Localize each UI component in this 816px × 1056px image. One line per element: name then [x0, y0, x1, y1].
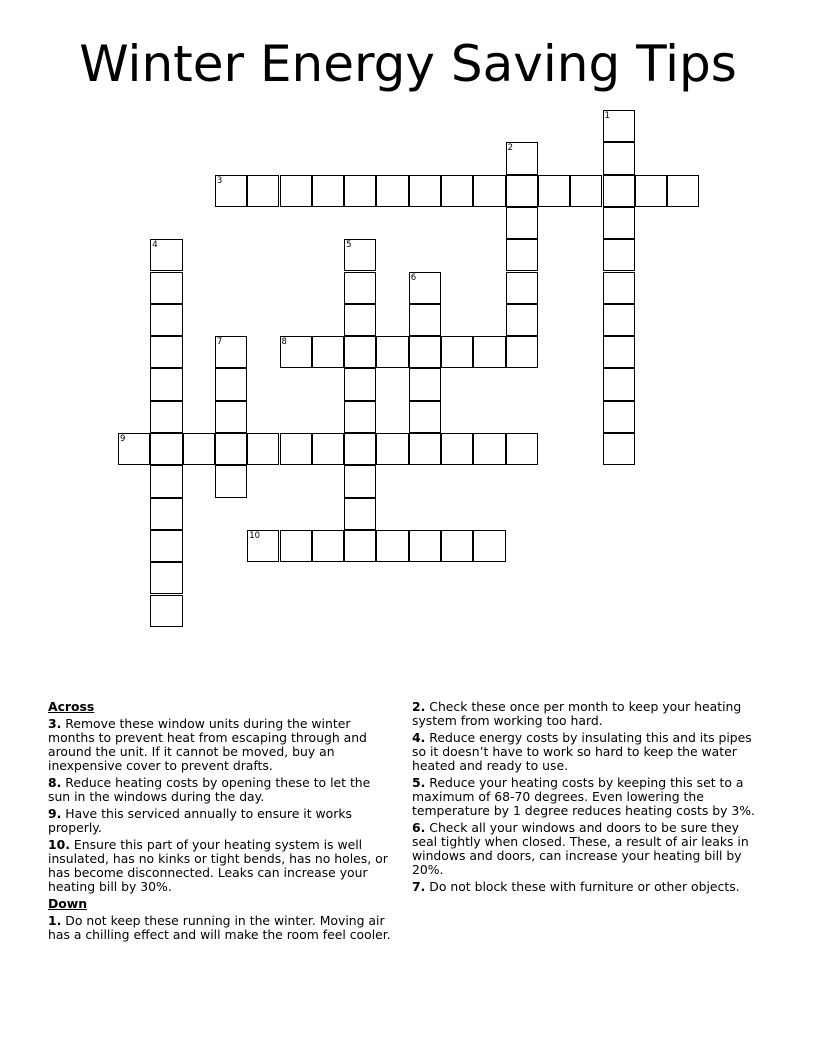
- grid-cell[interactable]: [150, 562, 182, 594]
- grid-cell[interactable]: [150, 433, 182, 465]
- grid-cell[interactable]: [603, 433, 635, 465]
- clue-text: Remove these window units during the winter months to prevent heat from escaping through and around the unit. If it cannot be moved, buy an inexpensive cover to prevent drafts.: [48, 716, 367, 773]
- clue-number-label: 2: [507, 143, 514, 154]
- clue-number-label: 4: [152, 240, 158, 251]
- grid-cell[interactable]: [441, 336, 473, 368]
- clue-number-label: 3: [216, 175, 223, 186]
- clue-column-left: [48, 700, 396, 945]
- across-heading: Across: [48, 699, 95, 714]
- clue-number-label: 6: [410, 272, 417, 283]
- clue-text: Ensure this part of your heating system is well insulated, has no kinks or tight bends, has no holes, or has become disconnected. Leaks can increase your heating bill by 30%.: [48, 837, 388, 894]
- page-title: Winter Energy Saving Tips: [79, 35, 737, 93]
- grid-cell[interactable]: [150, 465, 182, 497]
- grid-cell[interactable]: [603, 368, 635, 400]
- clue-column-right: [412, 700, 760, 897]
- grid-cell[interactable]: [280, 336, 312, 368]
- grid-cell[interactable]: [280, 530, 312, 562]
- clue-text: Have this serviced annually to ensure it works properly.: [48, 806, 352, 835]
- grid-cell[interactable]: [473, 175, 505, 207]
- grid-cell[interactable]: [280, 175, 312, 207]
- grid-cell[interactable]: [312, 336, 344, 368]
- grid-cell[interactable]: [506, 207, 538, 239]
- clue-number-label: 7: [216, 337, 223, 348]
- down-heading: Down: [48, 896, 88, 911]
- grid-cell[interactable]: [570, 175, 602, 207]
- clue-number: 2.: [412, 699, 426, 714]
- clue-text: Do not keep these running in the winter. Moving air has a chilling effect and will make the room feel cooler.: [48, 913, 391, 942]
- grid-cell[interactable]: [409, 272, 441, 304]
- clue-number: 1.: [48, 913, 62, 928]
- grid-cell[interactable]: [635, 175, 667, 207]
- grid-cell[interactable]: [506, 336, 538, 368]
- grid-cell[interactable]: [506, 239, 538, 271]
- grid-cell[interactable]: [603, 110, 635, 142]
- clue-text: Check all your windows and doors to be sure they seal tightly when closed. These, a result of air leaks in windows and doors, can increase your heating bill by 20%.: [412, 820, 749, 877]
- clue-text: Reduce energy costs by insulating this and its pipes so it doesn’t have to work so hard to keep the water heated and ready to use.: [412, 730, 752, 773]
- across-clue-3: [48, 717, 396, 773]
- grid-cell[interactable]: [344, 336, 376, 368]
- grid-cell[interactable]: [344, 433, 376, 465]
- clue-text: Reduce your heating costs by keeping this set to a maximum of 68-70 degrees. Even lowering the temperature by 1 degree reduces heating costs by 3%.: [412, 775, 755, 818]
- grid-cell[interactable]: [409, 336, 441, 368]
- grid-cell[interactable]: [280, 433, 312, 465]
- grid-cell[interactable]: [603, 175, 635, 207]
- grid-cell[interactable]: [376, 336, 408, 368]
- grid-cell[interactable]: [441, 433, 473, 465]
- grid-cell[interactable]: [150, 595, 182, 627]
- across-clue-9: [48, 807, 396, 835]
- clue-text: Do not block these with furniture or other objects.: [429, 879, 740, 894]
- clue-text: Check these once per month to keep your heating system from working too hard.: [412, 699, 742, 728]
- grid-cell[interactable]: [506, 142, 538, 174]
- grid-cell[interactable]: [667, 175, 699, 207]
- across-clue-8: [48, 776, 396, 804]
- grid-cell[interactable]: [409, 530, 441, 562]
- down-clue-5: [412, 776, 760, 818]
- grid-cell[interactable]: [409, 368, 441, 400]
- grid-cell[interactable]: [344, 498, 376, 530]
- grid-cell[interactable]: [150, 368, 182, 400]
- grid-cell[interactable]: [473, 433, 505, 465]
- grid-cell[interactable]: [344, 239, 376, 271]
- clue-number-label: 9: [120, 434, 126, 444]
- grid-cell[interactable]: [473, 530, 505, 562]
- grid-cell[interactable]: [603, 272, 635, 304]
- clue-number: 6.: [412, 820, 426, 835]
- grid-cell[interactable]: [603, 401, 635, 433]
- grid-cell[interactable]: [344, 368, 376, 400]
- grid-cell[interactable]: [344, 401, 376, 433]
- grid-cell[interactable]: [150, 239, 182, 271]
- grid-cell[interactable]: [247, 175, 279, 207]
- clue-number: 9.: [48, 806, 62, 821]
- grid-cell[interactable]: [150, 304, 182, 336]
- grid-cell[interactable]: [312, 530, 344, 562]
- grid-cell[interactable]: [312, 175, 344, 207]
- down-clue-4: [412, 731, 760, 773]
- grid-cell[interactable]: [118, 433, 150, 465]
- down-clue-2: [412, 700, 760, 728]
- down-clue-6: [412, 821, 760, 877]
- grid-cell[interactable]: [312, 433, 344, 465]
- grid-cell[interactable]: [344, 304, 376, 336]
- grid-cell[interactable]: [215, 368, 247, 400]
- grid-cell[interactable]: [409, 433, 441, 465]
- across-clue-10: [48, 838, 396, 894]
- grid-cell[interactable]: [150, 401, 182, 433]
- grid-cell[interactable]: [538, 175, 570, 207]
- grid-cell[interactable]: [441, 530, 473, 562]
- clue-number-label: 8: [281, 337, 287, 348]
- grid-cell[interactable]: [150, 272, 182, 304]
- clue-number-label: 1: [604, 111, 610, 121]
- clue-number-label: 10: [249, 530, 261, 541]
- grid-cell[interactable]: [506, 175, 538, 207]
- grid-cell[interactable]: [215, 433, 247, 465]
- clue-number: 10.: [48, 837, 70, 852]
- clue-number: 4.: [412, 730, 426, 745]
- grid-cell[interactable]: [215, 401, 247, 433]
- grid-cell[interactable]: [603, 142, 635, 174]
- grid-cell[interactable]: [409, 175, 441, 207]
- grid-cell[interactable]: [215, 175, 247, 207]
- grid-cell[interactable]: [506, 272, 538, 304]
- grid-cell[interactable]: [150, 530, 182, 562]
- grid-cell[interactable]: [215, 336, 247, 368]
- clue-number: 3.: [48, 716, 62, 731]
- grid-cell[interactable]: [150, 336, 182, 368]
- grid-cell[interactable]: [344, 530, 376, 562]
- grid-cell[interactable]: [344, 175, 376, 207]
- grid-cell[interactable]: [441, 175, 473, 207]
- grid-cell[interactable]: [247, 433, 279, 465]
- grid-cell[interactable]: [603, 207, 635, 239]
- grid-cell[interactable]: [506, 304, 538, 336]
- grid-cell[interactable]: [376, 175, 408, 207]
- clue-number-label: 5: [346, 240, 352, 251]
- grid-cell[interactable]: [376, 530, 408, 562]
- clue-text: Reduce heating costs by opening these to let the sun in the windows during the day.: [48, 775, 371, 804]
- down-clue-7: [412, 880, 760, 894]
- grid-cell[interactable]: [376, 433, 408, 465]
- grid-cell[interactable]: [150, 498, 182, 530]
- down-clue-1: [48, 914, 396, 942]
- grid-cell[interactable]: [344, 272, 376, 304]
- grid-cell[interactable]: [247, 530, 279, 562]
- grid-cell[interactable]: [506, 433, 538, 465]
- grid-cell[interactable]: [603, 336, 635, 368]
- grid-cell[interactable]: [183, 433, 215, 465]
- clue-number: 5.: [412, 775, 426, 790]
- grid-cell[interactable]: [473, 336, 505, 368]
- grid-cell[interactable]: [215, 465, 247, 497]
- grid-cell[interactable]: [409, 401, 441, 433]
- grid-cell[interactable]: [344, 465, 376, 497]
- clue-number: 7.: [412, 879, 426, 894]
- clue-number: 8.: [48, 775, 62, 790]
- grid-cell[interactable]: [409, 304, 441, 336]
- grid-cell[interactable]: [603, 239, 635, 271]
- grid-cell[interactable]: [603, 304, 635, 336]
